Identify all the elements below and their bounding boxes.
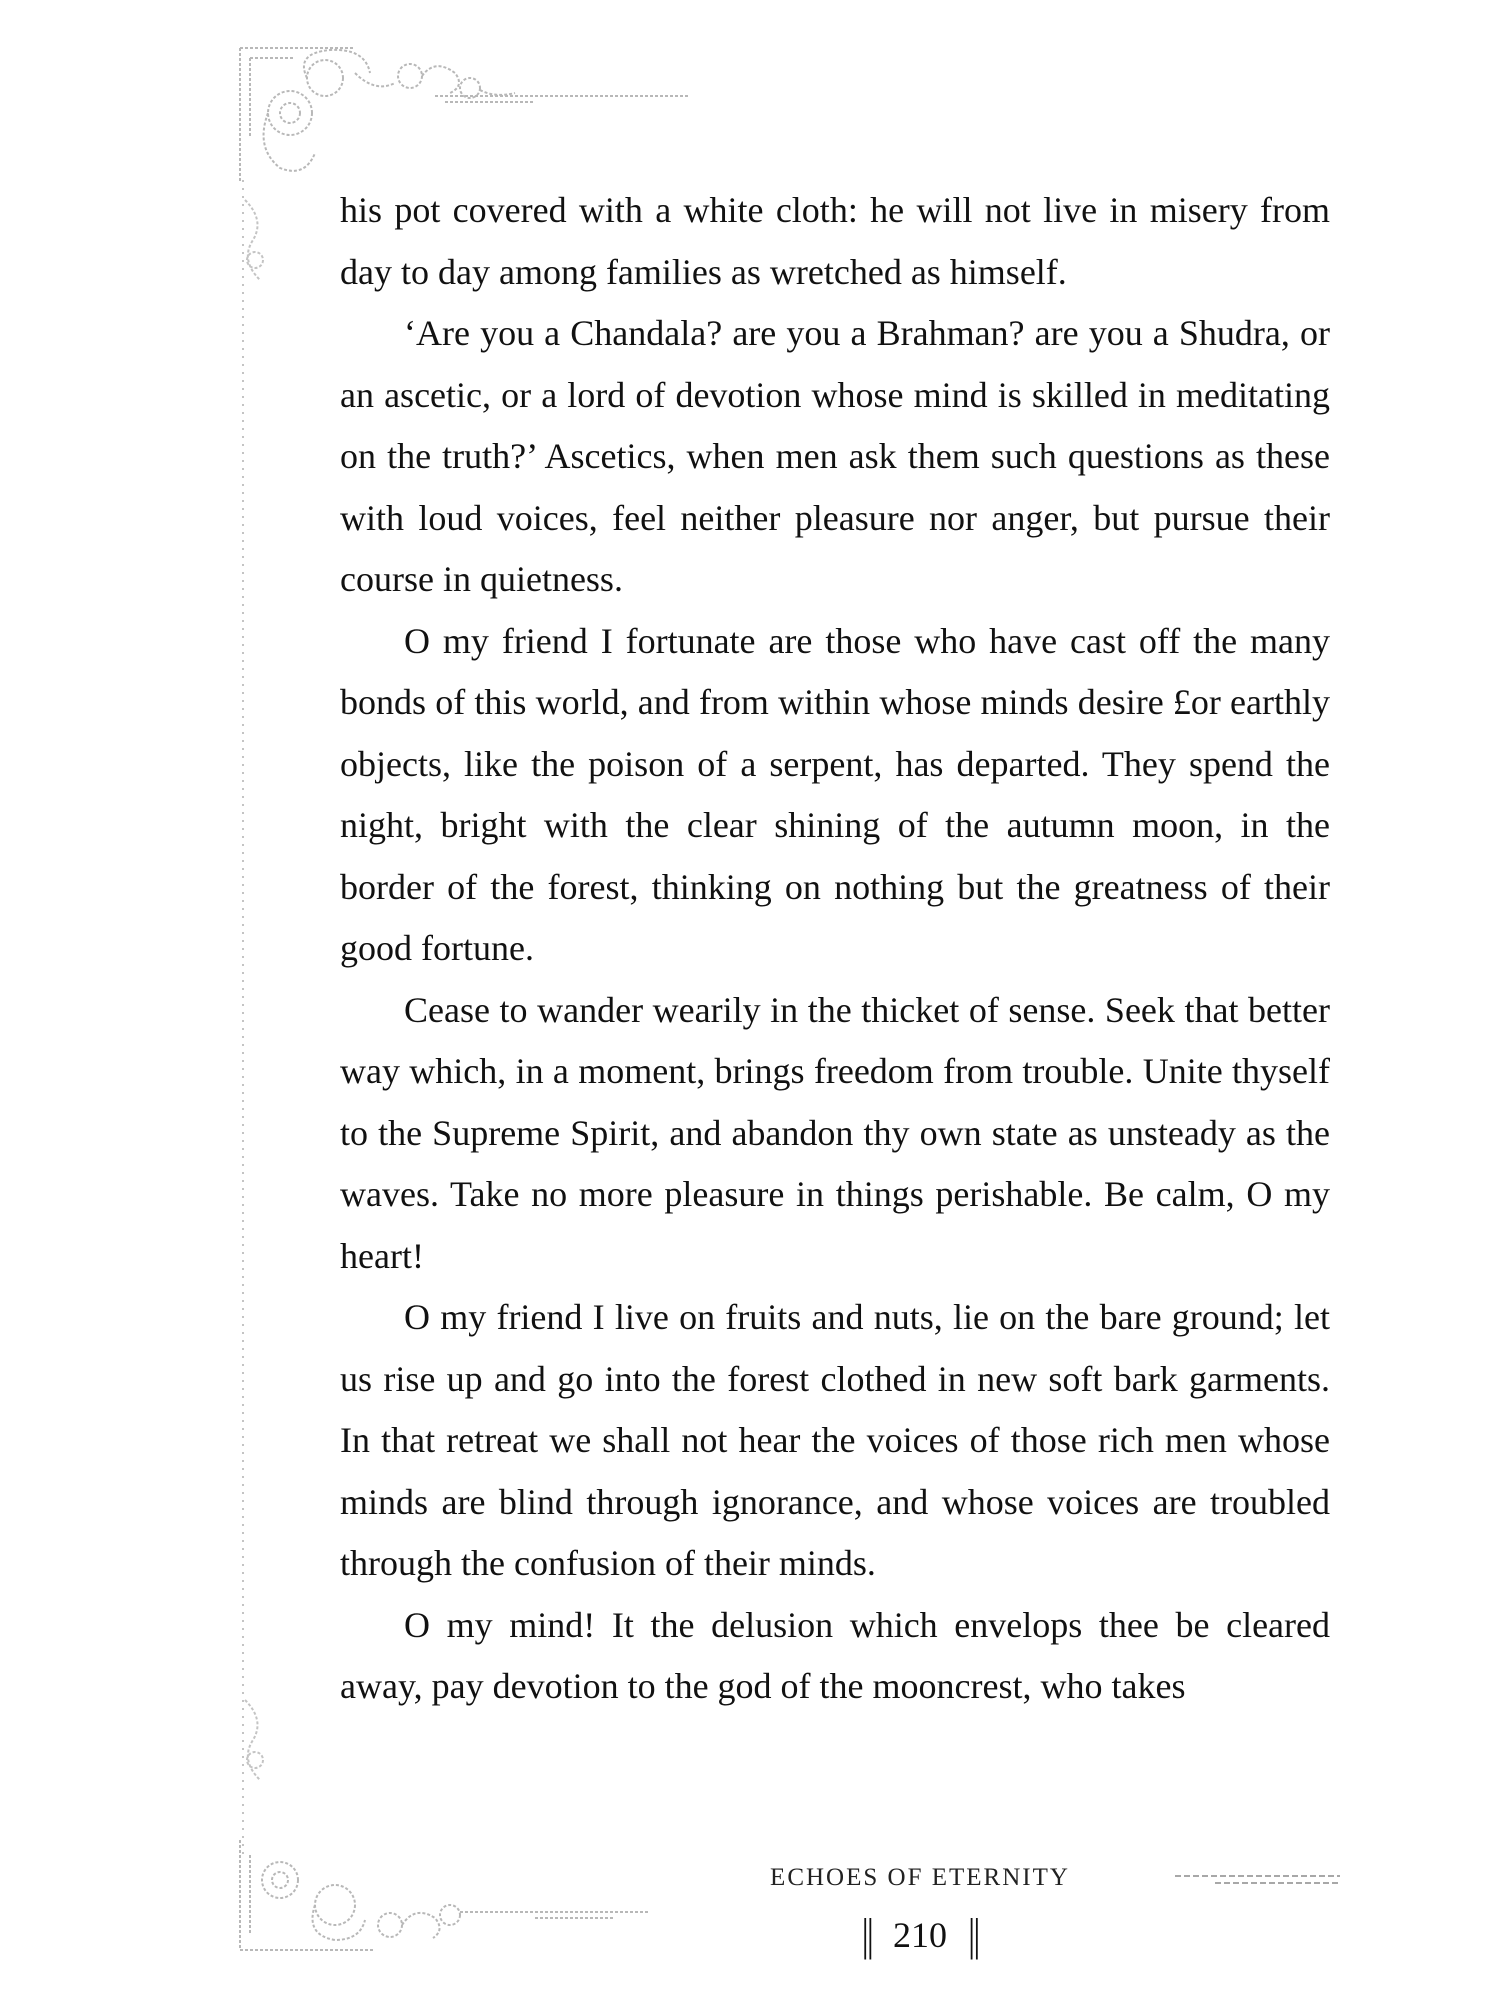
running-footer-title: ECHOES OF ETERNITY [770,1864,1070,1891]
bottom-corner-ornament [235,1840,655,1970]
paragraph: O my mind! It the delusion which envelops thee be cleared away, pay devotion to the god of the mooncrest, who takes [340,1604,1330,1706]
paragraph: ‘Are you a Chandala? are you a Brahman? are you a Shudra, or an ascetic, or a lord of devotion whose mind is skilled in meditating on the truth?’ Ascetics, when men ask them such questions as these with loud voices, feel neither pleasure nor anger, but pursue their course in quietness. [340,313,1330,599]
footer-right-rule [1175,1870,1340,1890]
paragraph: Cease to wander wearily in the thicket of sense. Seek that better way which, in a moment, brings freedom from trouble. Unite thyself to the Supreme Spirit, and abandon thy own state as unsteady as the waves. Take no more pleasure in things perishable. Be calm, O my heart! [340,989,1330,1276]
top-corner-ornament [235,38,695,188]
page-number-block [800,1909,1040,1960]
paragraph: O my friend I live on fruits and nuts, lie on the bare ground; let us rise up and go into the forest clothed in new soft bark garments. In that retreat we shall not hear the voices of those rich men whose minds are blind through ignorance, and whose voices are troubled through the confusion of their minds. [340,1297,1330,1583]
paragraph: his pot covered with a white cloth: he will not live in misery from day to day among families as wretched as himself. [340,190,1330,292]
page-number-bar-right: || [968,1909,979,1960]
paragraph: O my friend I fortunate are those who have cast off the many bonds of this world, and from within whose minds desire £or earthly objects, like the poison of a serpent, has departed. They spend the night, bright with the clear shining of the autumn moon, in the border of the forest, thinking on nothing but the greatness of their good fortune. [340,620,1330,968]
page-number-bar-left: || [861,1909,872,1960]
page-number: 210 [893,1914,947,1955]
left-side-ornament [235,180,275,1860]
body-text [340,180,1330,1718]
